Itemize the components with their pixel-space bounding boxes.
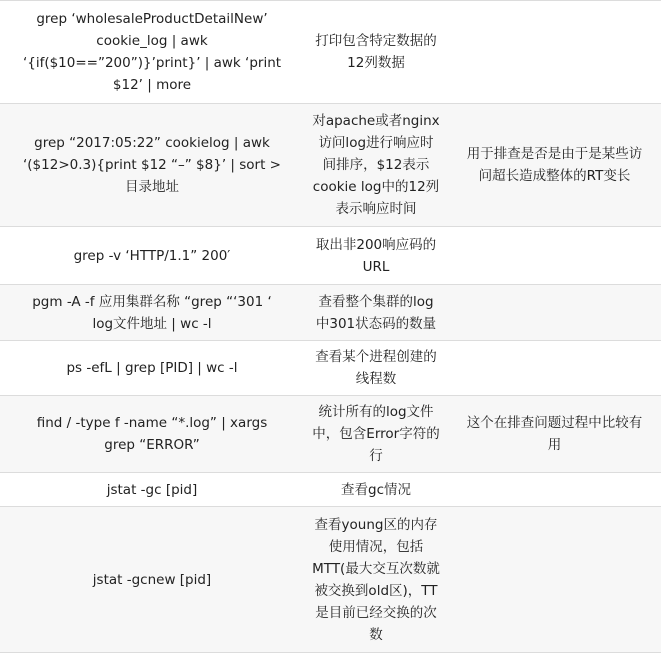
table-row [0,341,661,396]
description-cell: 查看gc情况 [341,481,411,498]
note-cell: 这个在排查问题过程中比较有 用 [466,415,643,453]
note-cell [448,227,661,284]
note-cell [448,341,661,395]
table-row [0,1,661,104]
command-cell: jstat -gc [pid] [106,481,198,498]
table-row [0,507,661,653]
command-cell: ps -efL | grep [PID] | wc -l [66,360,238,376]
note-cell [448,285,661,340]
table-row [0,396,661,473]
note-cell: 用于排查是否是由于是某些访 问超长造成整体的RT变长 [466,146,643,184]
note-cell [448,507,661,652]
table-row [0,473,661,507]
description-cell: 对apache或者nginx 访问log进行响应时 间排序，$12表示 cookie log中的12列 表示响应时间 [312,113,440,217]
description-cell: 统计所有的log文件 中，包含Error字符的 行 [312,404,440,464]
description-cell: 取出非200响应码的 URL [315,236,437,275]
note-cell [448,1,661,103]
table-row [0,227,661,285]
table-row [0,285,661,341]
command-cell: grep -v ‘HTTP/1.1” 200′ [73,247,231,264]
command-cell: grep ‘wholesaleProductDetailNew’ cookie_log | awk ‘{if($10==”200”)}’print}’ | awk ‘print $12’ | more [22,11,282,93]
description-cell: 查看young区的内存 使用情况，包括 MTT(最大交互次数就 被交换到old区)，TT 是目前已经交换的次 数 [312,516,440,643]
command-cell: pgm -A -f 应用集群名称 “grep “‘301 ‘ log文件地址 | wc -l [32,293,272,332]
command-cell: grep “2017:05:22” cookielog | awk ‘($12>0.3){print $12 “–” $8}’ | sort > 目录地址 [23,135,281,195]
command-cell: jstat -gcnew [pid] [92,571,212,588]
note-cell [448,473,661,506]
command-cell: find / -type f -name “*.log” | xargs grep “ERROR” [36,415,268,453]
description-cell: 查看某个进程创建的 线程数 [315,349,437,387]
description-cell: 打印包含特定数据的 12列数据 [315,33,437,71]
table-row [0,104,661,227]
description-cell: 查看整个集群的log 中301状态码的数量 [315,293,437,332]
